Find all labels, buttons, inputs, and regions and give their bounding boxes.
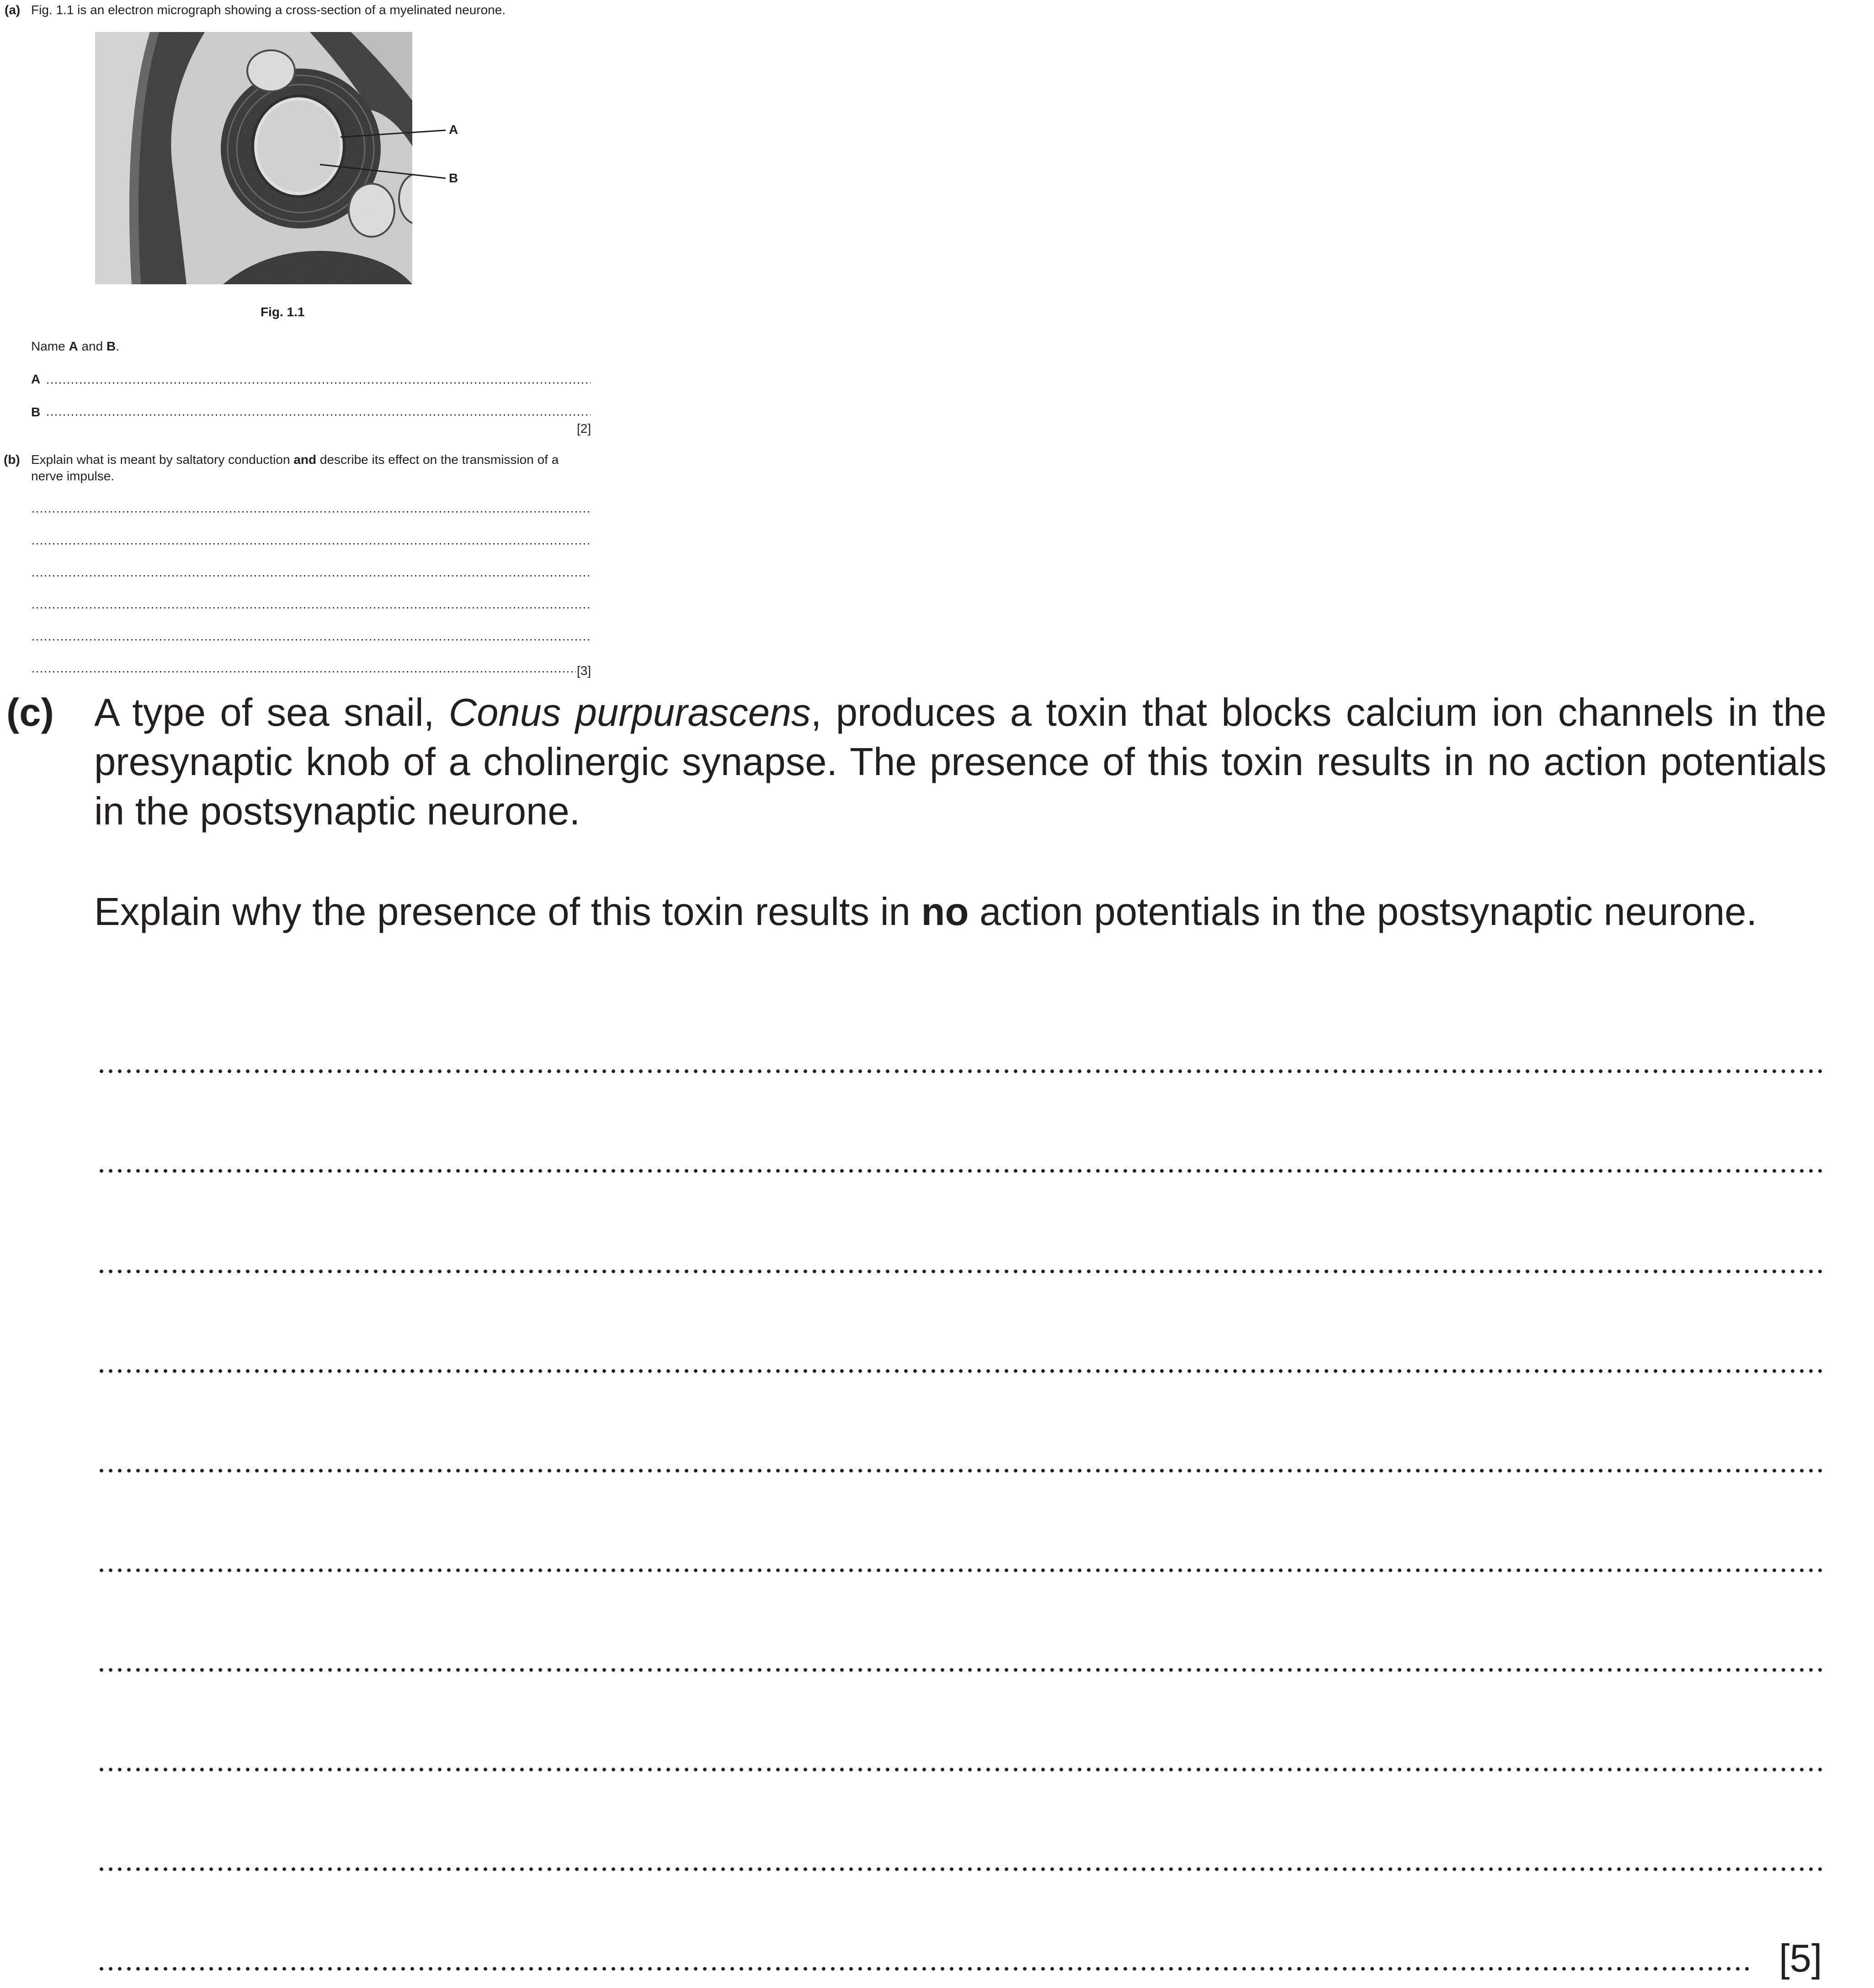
answer-a-line[interactable] bbox=[46, 382, 591, 384]
part-c-paragraph-1: A type of sea snail, Conus purpurascens, produces a toxin that blocks calcium ion channels in the presynaptic knob of a cholinergic synapse. The presence of this toxin results in no action potentials in the postsynaptic neurone. bbox=[94, 691, 1827, 833]
part-b-label: (b) bbox=[4, 452, 20, 467]
figure-caption: Fig. 1.1 bbox=[261, 305, 305, 319]
answer-line[interactable] bbox=[31, 575, 591, 577]
answer-line[interactable] bbox=[97, 1667, 1826, 1673]
figure-label-b: B bbox=[449, 171, 458, 185]
answer-line[interactable] bbox=[31, 543, 591, 545]
part-b-marks: [3] bbox=[577, 664, 591, 678]
part-a-intro: Fig. 1.1 is an electron micrograph showing a cross-section of a myelinated neurone. bbox=[31, 3, 506, 17]
part-b-text-line2: nerve impulse. bbox=[31, 469, 115, 483]
answer-line[interactable] bbox=[97, 1866, 1826, 1872]
part-a-marks: [2] bbox=[577, 421, 591, 436]
name-prompt: Name A and B. bbox=[31, 339, 119, 353]
figure-label-a: A bbox=[449, 122, 458, 137]
part-a-label: (a) bbox=[5, 3, 21, 17]
part-c-paragraph-2: Explain why the presence of this toxin results in no action potentials in the postsynaptic neurone. bbox=[94, 890, 1757, 934]
answer-line[interactable] bbox=[97, 1368, 1826, 1374]
answer-a-label: A bbox=[31, 372, 41, 386]
answer-line[interactable] bbox=[31, 511, 591, 513]
answer-line[interactable] bbox=[31, 671, 576, 673]
answer-line[interactable] bbox=[97, 1767, 1826, 1772]
part-c-label: (c) bbox=[6, 691, 54, 734]
answer-b-line[interactable] bbox=[46, 414, 591, 416]
answer-line[interactable] bbox=[97, 1468, 1826, 1473]
answer-line[interactable] bbox=[97, 1269, 1826, 1274]
answer-line[interactable] bbox=[97, 1068, 1826, 1074]
answer-line[interactable] bbox=[97, 1168, 1826, 1174]
answer-line[interactable] bbox=[31, 639, 591, 641]
answer-b-label: B bbox=[31, 405, 41, 419]
part-c-marks: [5] bbox=[1779, 1937, 1822, 1980]
answer-line[interactable] bbox=[97, 1568, 1826, 1573]
label-lines bbox=[0, 0, 503, 320]
part-b-text-line1: Explain what is meant by saltatory conduction and describe its effect on the transmission of a bbox=[31, 452, 559, 467]
answer-line[interactable] bbox=[31, 607, 591, 609]
answer-line[interactable] bbox=[97, 1966, 1753, 1972]
